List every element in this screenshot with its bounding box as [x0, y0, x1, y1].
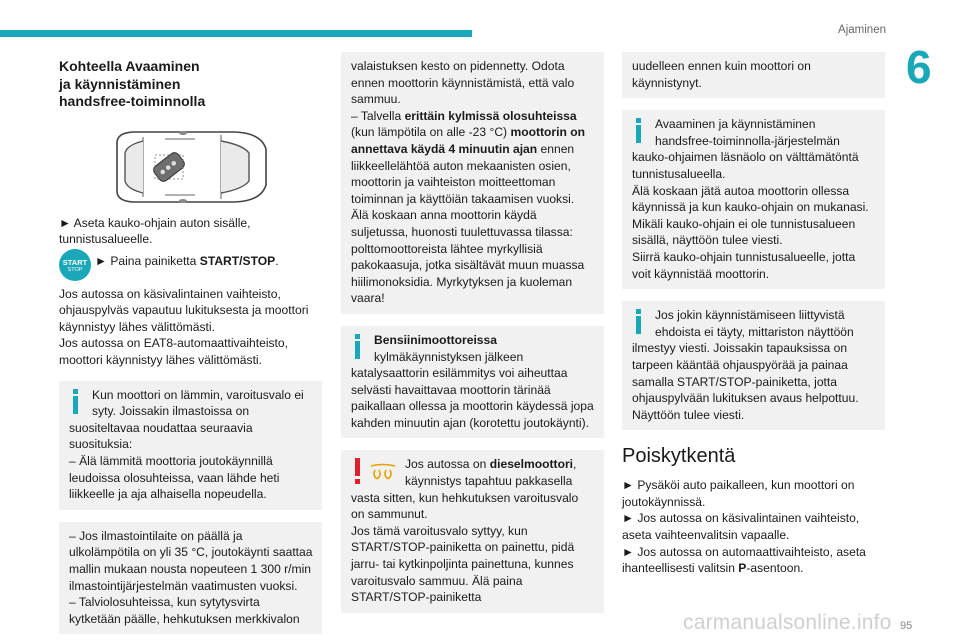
- start-stop-button-icon: START STOP: [59, 249, 91, 281]
- car-top-view-with-key-icon: [103, 129, 269, 205]
- manual-gearbox-text: Jos autossa on käsivalintainen vaihteisto, ohjauspylväs vapautuu lukituksesta ja moottori käynnistyy lähes välittömästi.: [59, 286, 309, 334]
- column-2: [341, 52, 604, 613]
- section-heading-switch-off: Poiskytkentä: [622, 445, 736, 468]
- info-box-petrol-engines: Bensiinimoottoreissa kylmäkäynnistyksen jälkeen katalysaattorin esilämmitys voi aiheuttaa selvästi havaittavaa moottorin tärinää paikallaan ollessa ja moottorin käydessä jopa kahden minuutin ajan (korotettu joutokäynti).: [341, 326, 604, 439]
- step-manual-neutral: ► Jos autossa on käsivalintainen vaihteisto, aseta vaihteenvalitsin vapaalle.: [622, 511, 860, 543]
- preheating-glow-plug-icon: [369, 462, 397, 482]
- step-park: ► Pysäköi auto paikalleen, kun moottori on joutokäynnissä.: [622, 478, 855, 509]
- header-accent-bar: [0, 30, 472, 37]
- warning-icon: [351, 458, 365, 486]
- page-number: 95: [900, 620, 913, 632]
- warning-box-continued: uudelleen ennen kuin moottori on käynnistynyt.: [622, 52, 885, 98]
- chapter-number: 6: [906, 41, 932, 93]
- auto-gearbox-text: Jos autossa on EAT8-automaattivaihteisto, moottori käynnistyy lähes välittömästi.: [59, 336, 289, 368]
- step-auto-park: ► Jos autossa on automaattivaihteisto, aseta ihanteellisesti valitsin P-asentoon.: [622, 544, 866, 576]
- warning-box-diesel: Jos autossa on dieselmoottori, käynnistys tapahtuu pakkasella vasta sitten, kun hehkutuksen varoitusvalo on sammunut. Jos tämä varoitusvalo syttyy, kun START/STOP-painiketta on painettu, pidä jarru- tai kytkinpoljinta painettuna, kunnes varoitusvalo sammuu. Älä paina START/STOP-painiketta: [341, 450, 604, 612]
- section-title: Ajaminen: [838, 24, 886, 36]
- info-box-start-conditions: Jos jokin käynnistämiseen liittyvistä ehdoista ei täyty, mittariston näyttöön ilmestyy viesti. Joissakin tapauksissa on tarpeen kääntää ohjauspyörää ja painaa samalla START/STOP-painiketta, jotta ohjauspylvään lukituksen avaus helpottuu. Näyttöön tulee viesti.: [622, 301, 885, 430]
- section-heading: Kohteella Avaaminen ja käynnistäminen handsfree-toiminnolla: [59, 58, 206, 109]
- step-place-key: ► Aseta kauko-ohjain auton sisälle, tunnistusalueelle.: [59, 215, 251, 247]
- info-icon: [632, 309, 646, 335]
- info-box-key-presence: Avaaminen ja käynnistäminen handsfree-toiminnolla-järjestelmän kauko-ohjaimen läsnäolo on välttämätöntä tunnistusalueella. Älä koskaan jätä autoa moottorin ollessa käynnissä ja kun kauko-ohjain on mukanasi. Mikäli kauko-ohjain ei ole tunnistusalueen sisällä, näyttöön tulee viesti. Siirrä kauko-ohjain tunnistusalueelle, jotta voit käynnistää moottorin.: [622, 110, 885, 289]
- info-box-continued: – Jos ilmastointilaite on päällä ja ulkolämpötila on yli 35 °C, joutokäynti saattaa mallin mukaan nousta nopeuteen 1 300 r/min ilmastointijärjestelmän vaatimusten vuoksi. – Talviolosuhteissa, kun sytytysvirta kytketään päälle, hehkutuksen merkkivalon: [59, 522, 322, 635]
- info-icon: [632, 118, 646, 144]
- info-icon: [69, 389, 83, 415]
- watermark: carmanualsonline.info: [683, 611, 892, 634]
- step-press-start: START STOP ► Paina painiketta START/STOP.: [59, 249, 322, 281]
- info-box-cold-conditions: valaistuksen kesto on pidennetty. Odota ennen moottorin käynnistämistä, että valo sammuu. – Talvella erittäin kylmissä olosuhteissa (kun lämpötila on alle -23 °C) moottorin on annettava käydä 4 minuutin ajan ennen liikkeellelähtöä auton mekaanisten osien, moottorin ja vaihteiston moitteettoman toiminnan ja käyttöiän takaamisen vuoksi. Älä koskaan anna moottorin käydä suljetussa, huonosti tuulettuvassa tilassa: polttomoottoreista lähtee myrkyllisiä pakokaasuja, jotka sisältävät muun muassa hiilimonoksidia. Myrkytyksen ja kuoleman vaara!: [341, 52, 604, 314]
- column-1: [59, 52, 322, 634]
- info-box-warm-engine: Kun moottori on lämmin, varoitusvalo ei syty. Joissakin ilmastoissa on suositeltavaa noudattaa seuraavia suosituksia: – Älä lämmitä moottoria joutokäynnillä leudoissa olosuhteissa, vaan lähde heti liikkeelle ja aja alhaisella nopeudella.: [59, 381, 322, 510]
- info-icon: [351, 334, 365, 360]
- column-3: [622, 52, 885, 577]
